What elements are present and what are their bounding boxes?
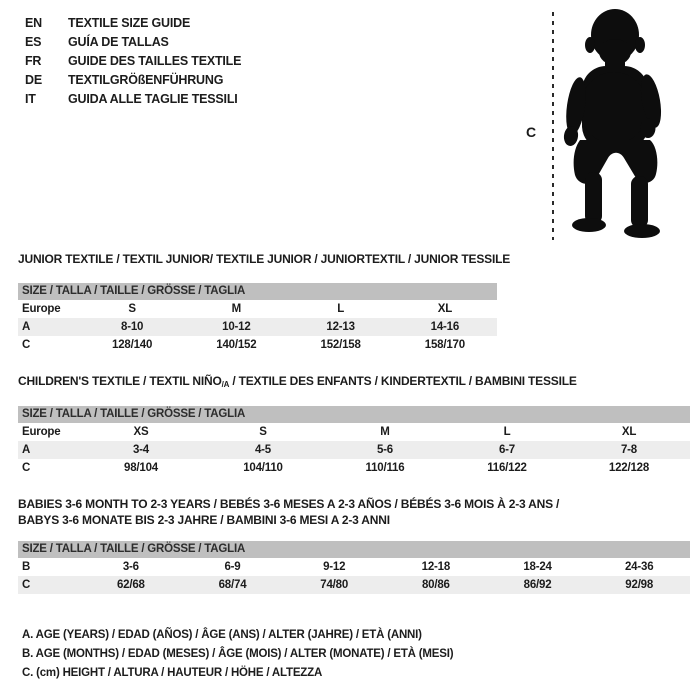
childrens-size-table [18,406,690,477]
measure-label-c: C [526,124,537,140]
table-row-age-years [18,441,690,459]
row-label: C [22,339,31,351]
age-cell: 14-16 [430,321,460,333]
size-cell: S [259,426,267,438]
language-title: GUÍA DE TALLAS [68,34,169,49]
height-cell: 86/92 [523,579,552,591]
language-code: DE [25,72,42,87]
size-cell: S [128,303,136,315]
row-label: Europe [22,426,61,438]
height-cell: 92/98 [625,579,654,591]
language-row [25,32,241,51]
height-cell: 152/158 [320,339,361,351]
table-row-age-years [18,318,497,336]
age-cell: 6-9 [224,561,241,573]
title-subscript: /A [221,380,230,389]
language-row [25,70,241,89]
height-cell: 116/122 [487,462,527,474]
size-table-header: SIZE / TALLA / TAILLE / GRÖSSE / TAGLIA [18,541,690,558]
legend-line-c: C. (cm) HEIGHT / ALTURA / HAUTEUR / HÖHE / ALTEZZA [22,667,323,679]
age-cell: 3-4 [132,444,150,456]
childrens-table-section [18,375,690,477]
row-label: Europe [22,303,61,315]
babies-size-table [18,541,690,594]
height-cell: 122/128 [608,462,650,474]
measurement-legend [22,626,453,683]
age-cell: 3-6 [122,561,139,573]
age-cell: 18-24 [523,561,552,573]
height-cell: 80/86 [421,579,450,591]
junior-table-title: JUNIOR TEXTILE / TEXTIL JUNIOR/ TEXTILE JUNIOR / JUNIORTEXTIL / JUNIOR TESSILE [18,252,511,266]
height-cell: 68/74 [218,579,247,591]
language-title: GUIDA ALLE TAGLIE TESSILI [68,91,238,106]
height-cell: 62/68 [116,579,145,591]
babies-table-title [18,496,690,528]
size-cell: L [503,426,511,438]
size-cell: XL [437,303,453,315]
language-title-list [25,13,241,108]
height-measure-dashed-line [552,12,554,240]
row-label: B [22,561,31,573]
table-row-height-cm [18,336,497,354]
age-cell: 12-18 [421,561,451,573]
toddler-silhouette-icon [556,4,696,242]
row-label: A [22,444,31,456]
size-cell: XS [133,426,149,438]
title-text: / TEXTILE DES ENFANTS / KINDERTEXTIL / BAMBINI TESSILE [229,374,577,388]
babies-table-section [18,496,690,594]
legend-line-a: A. AGE (YEARS) / EDAD (AÑOS) / ÂGE (ANS) / ALTER (JAHRE) / ETÀ (ANNI) [22,629,422,641]
age-cell: 24-36 [624,561,654,573]
table-row-height-cm [18,459,690,477]
table-row-age-months [18,558,690,576]
language-row [25,89,241,108]
age-cell: 4-5 [254,444,272,456]
language-row [25,13,241,32]
size-cell: M [231,303,242,315]
title-text: CHILDREN'S TEXTILE / TEXTIL NIÑO [18,374,222,388]
height-cell: 104/110 [243,462,283,474]
junior-table-section [18,252,511,354]
age-cell: 9-12 [323,561,346,573]
age-cell: 12-13 [326,321,355,333]
age-cell: 10-12 [222,321,251,333]
legend-line-b: B. AGE (MONTHS) / EDAD (MESES) / ÂGE (MOIS) / ALTER (MONATE) / ETÀ (MESI) [22,648,454,660]
height-cell: 98/104 [124,462,158,474]
table-row-europe [18,300,497,318]
size-table-header: SIZE / TALLA / TAILLE / GRÖSSE / TAGLIA [18,406,690,423]
age-cell: 7-8 [620,444,638,456]
junior-size-table [18,283,497,354]
childrens-table-title [18,375,690,391]
language-row [25,51,241,70]
table-row-height-cm [18,576,690,594]
height-cell: 128/140 [112,339,153,351]
height-cell: 110/116 [365,462,405,474]
row-label: C [22,579,31,591]
language-code: FR [25,53,42,68]
size-cell: L [337,303,345,315]
language-code: EN [25,15,42,30]
table-row-europe [18,423,690,441]
title-line-1: BABIES 3-6 MONTH TO 2-3 YEARS / BEBÉS 3-6 MESES A 2-3 AÑOS / BÉBÉS 3-6 MOIS À 2-3 ANS / [18,497,560,511]
age-cell: 8-10 [121,321,144,333]
language-title: TEXTILGRÖßENFÜHRUNG [68,72,224,87]
row-label: C [22,462,31,474]
title-line-2: BABYS 3-6 MONATE BIS 2-3 JAHRE / BAMBINI 3-6 MESI A 2-3 ANNI [18,513,390,527]
language-code: IT [25,91,36,106]
age-cell: 5-6 [376,444,394,456]
language-title: GUIDE DES TAILLES TEXTILE [68,53,242,68]
size-cell: M [380,426,390,438]
size-table-header: SIZE / TALLA / TAILLE / GRÖSSE / TAGLIA [18,283,497,300]
language-code: ES [25,34,42,49]
height-cell: 158/170 [424,339,465,351]
size-cell: XL [621,426,637,438]
age-cell: 6-7 [498,444,516,456]
row-label: A [22,321,31,333]
height-cell: 74/80 [320,579,349,591]
language-title: TEXTILE SIZE GUIDE [68,15,191,30]
height-cell: 140/152 [216,339,257,351]
